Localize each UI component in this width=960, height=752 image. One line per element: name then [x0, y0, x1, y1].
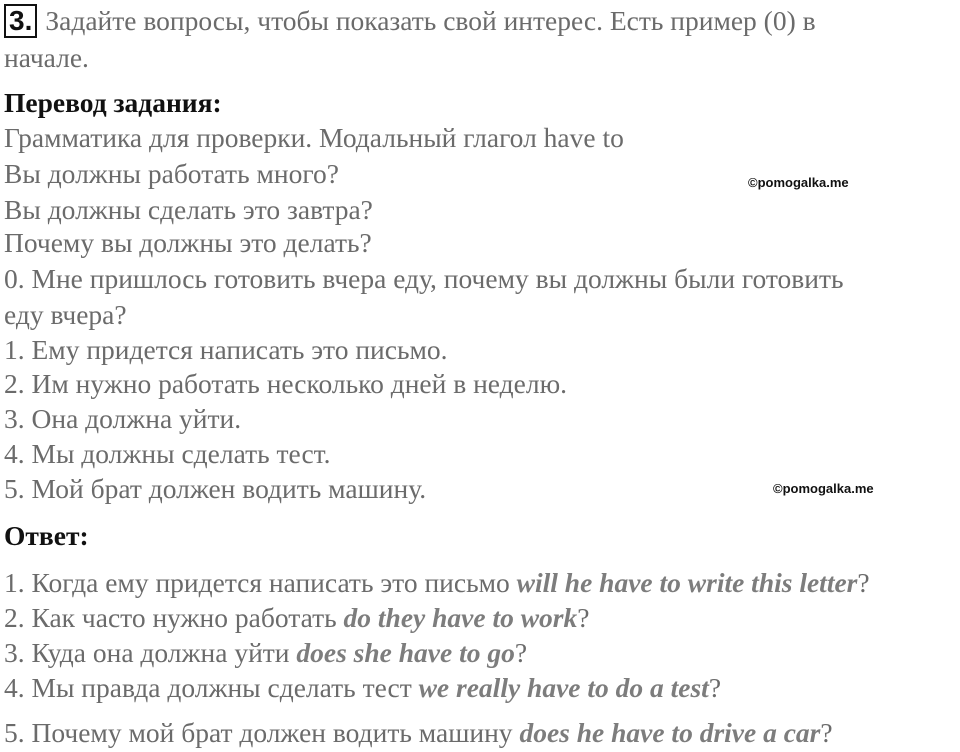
translation-line: Вы должны работать много?	[4, 158, 339, 189]
translation-line: 3. Она должна уйти.	[4, 403, 242, 434]
answer-item	[4, 566, 870, 600]
answer-russian: 3. Куда она должна уйти	[4, 637, 297, 668]
answer-suffix: ?	[708, 672, 722, 703]
translation-line: 1. Ему придется написать это письмо.	[4, 334, 448, 365]
answer-russian: 1. Когда ему придется написать это письмо	[4, 567, 517, 598]
answer-item	[4, 716, 833, 750]
answer-english: we really have to do a test	[418, 672, 709, 703]
answer-russian: 5. Почему мой брат должен водить машину	[4, 717, 520, 748]
translation-line: 2. Им нужно работать несколько дней в неделю.	[4, 368, 567, 399]
task-line-1	[4, 4, 816, 38]
translation-heading: Перевод задания:	[4, 87, 222, 118]
answer-heading: Ответ:	[4, 520, 89, 551]
answer-russian: 2. Как часто нужно работать	[4, 602, 344, 633]
translation-line: Грамматика для проверки. Модальный глагол have to	[4, 122, 624, 153]
answer-english: do they have to work	[343, 602, 578, 633]
answer-english: does she have to go	[296, 637, 515, 668]
answer-suffix: ?	[577, 602, 590, 633]
task-number: 3.	[4, 4, 37, 38]
watermark: ©pomogalka.me	[748, 175, 849, 190]
answer-english: will he have to write this letter	[516, 567, 858, 598]
answer-item	[4, 636, 527, 670]
answer-suffix: ?	[514, 637, 528, 668]
answer-english: does he have to drive a car	[519, 717, 821, 748]
answer-item	[4, 671, 721, 705]
answer-suffix: ?	[820, 717, 833, 748]
translation-line: 0. Мне пришлось готовить вчера еду, почему вы должны были готовить	[4, 263, 844, 294]
task-instruction: Задайте вопросы, чтобы показать свой интерес. Есть пример (0) в	[45, 5, 816, 36]
translation-line: Вы должны сделать это завтра?	[4, 194, 373, 225]
watermark: ©pomogalka.me	[773, 481, 874, 496]
translation-line: еду вчера?	[4, 299, 127, 330]
translation-line: 4. Мы должны сделать тест.	[4, 438, 331, 469]
answer-suffix: ?	[857, 567, 870, 598]
translation-line: Почему вы должны это делать?	[4, 227, 372, 258]
answer-item	[4, 601, 589, 635]
task-line-2: начале.	[4, 42, 89, 73]
translation-line: 5. Мой брат должен водить машину.	[4, 473, 427, 504]
answer-russian: 4. Мы правда должны сделать тест	[4, 672, 419, 703]
